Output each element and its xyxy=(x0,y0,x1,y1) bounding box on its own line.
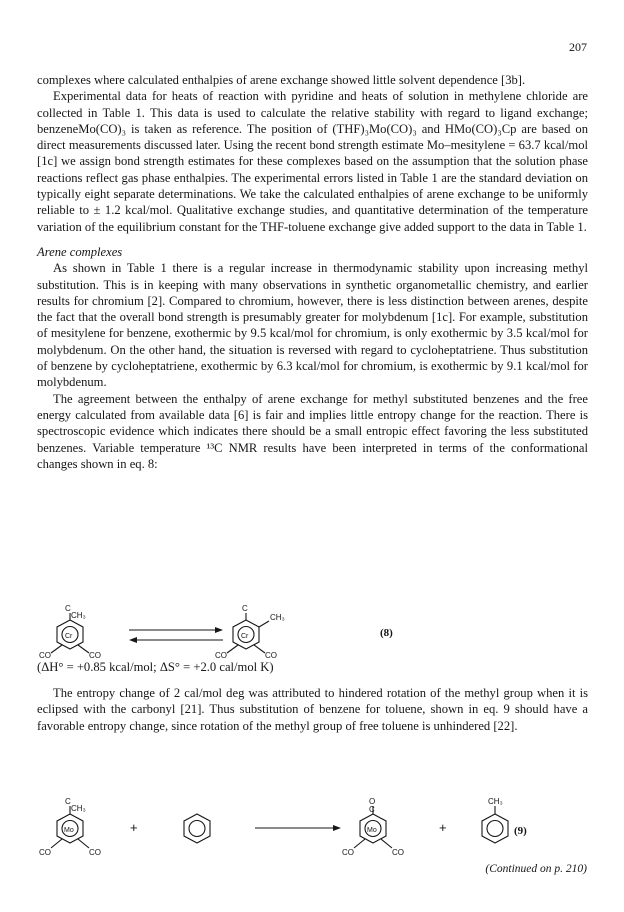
eq8-right-ch3: CH₃ xyxy=(270,613,285,622)
paragraph-4: The agreement between the enthalpy of arene exchange for methyl substituted benzenes and the free energy calculated from available data [6] is fair and implies little entropy change for the reaction. There is spectroscopic evidence which indicates there should be a small entropic effect favoring the less substituted benzenes. Variable temperature ¹³C NMR results have been interpreted in terms of the conformational changes shown in eq. 8: xyxy=(37,391,588,471)
eq8-left-co-a: CO xyxy=(39,651,51,660)
eq8-right-c: C xyxy=(242,604,248,613)
equation-9-label: (9) xyxy=(514,825,527,837)
paragraph-1: complexes where calculated enthalpies of arene exchange showed little solvent dependence [3b]. xyxy=(37,73,526,87)
paragraph-2: Experimental data for heats of reaction with pyridine and heats of solution in methylene chloride are collected in Table 1. This data is used to calculate the relative stability with regard to ligand exchange; benzeneMo(CO)₃ is taken as reference. The position of (THF)₃Mo(CO)₃ and HMo(CO)₃Cp are based on direct measurements discussed later. Using the recent bond strength estimate Mo–mesitylene = 63.7 kcal/mol [1c] we assign bond strength estimates for these complexes based on the assumption that the solution phase reactions reflect gas phase enthalpies. The experimental errors listed in Table 1 are the standard deviation on typically eight separate determinations. We take the calculated enthalpies of arene exchange to be uniformly reliable to ± 1.2 kcal/mol. Qualitative exchange studies, and quantitative determination of the temperature variation of the equilibrium constant for the THF-toluene exchange give added support to the data in Table 1. xyxy=(37,89,588,234)
eq8-left-ch3: CH₃ xyxy=(71,611,86,620)
paragraph-5: The entropy change of 2 cal/mol deg was attributed to hindered rotation of the methyl group when it is eclipsed with the carbonyl [21]. Thus substitution of benzene for toluene, shown in eq. 9 should have a favorable entropy change, since rotation of the methyl group of free toluene is unhindered [22]. xyxy=(37,686,588,733)
eq9-right-co-b: CO xyxy=(392,848,404,857)
continued-note: (Continued on p. 210) xyxy=(485,863,587,875)
eq9-right-o: O xyxy=(369,797,376,806)
body-text-bottom xyxy=(37,685,588,734)
page-number: 207 xyxy=(569,40,587,54)
benzene-ring xyxy=(184,814,210,843)
eq8-right-co-a: CO xyxy=(215,651,227,660)
body-text-top xyxy=(37,72,588,472)
eq8-right-co-b: CO xyxy=(265,651,277,660)
eq9-plus-1: + xyxy=(130,820,138,835)
thermodynamics-line: (ΔH° = +0.85 kcal/mol; ΔS° = +2.0 cal/mol K) xyxy=(37,660,274,674)
eq9-right-c: C xyxy=(369,805,375,814)
toluene-ring xyxy=(482,814,508,843)
eq8-right-metal: Cr xyxy=(241,633,249,640)
eq9-left-co-a: CO xyxy=(39,848,51,857)
section-heading: Arene complexes xyxy=(37,244,123,259)
eq8-left-c: C xyxy=(65,604,71,613)
eq9-right-metal: Mo xyxy=(367,827,377,834)
eq9-toluene-ch3: CH₃ xyxy=(488,797,503,806)
eq9-left-ch3: CH₃ xyxy=(71,804,86,813)
eq8-left-metal: Cr xyxy=(65,633,73,640)
eq8-left-co-b: CO xyxy=(89,651,101,660)
equation-8 xyxy=(37,604,588,660)
eq9-right-co-a: CO xyxy=(342,848,354,857)
equation-9 xyxy=(37,797,588,857)
eq9-left-co-b: CO xyxy=(89,848,101,857)
eq9-plus-2: + xyxy=(439,820,447,835)
paragraph-3: As shown in Table 1 there is a regular increase in thermodynamic stability upon increasing methyl substitution. This is in keeping with many observations in synthetic organometallic chemistry, and earlier results for chromium [2]. Compared to chromium, however, there is less distinction between arenes, despite the fact that the overall bond strength is presumably greater for molybdenum [1c]. For example, substitution of mesitylene for benzene, exothermic by 9.5 kcal/mol for chromium, is only exothermic by 3.5 kcal/mol for molybdenum. On the other hand, the situation is reversed with regard to cycloheptatriene. Thus substitution of benzene by cycloheptatriene, exothermic by 6.3 kcal/mol for chromium, is exothermic by 9.1 kcal/mol for molybdenum. xyxy=(37,261,588,390)
eq9-left-c: C xyxy=(65,797,71,806)
equation-8-label: (8) xyxy=(380,627,393,639)
eq9-left-metal: Mo xyxy=(64,827,74,834)
